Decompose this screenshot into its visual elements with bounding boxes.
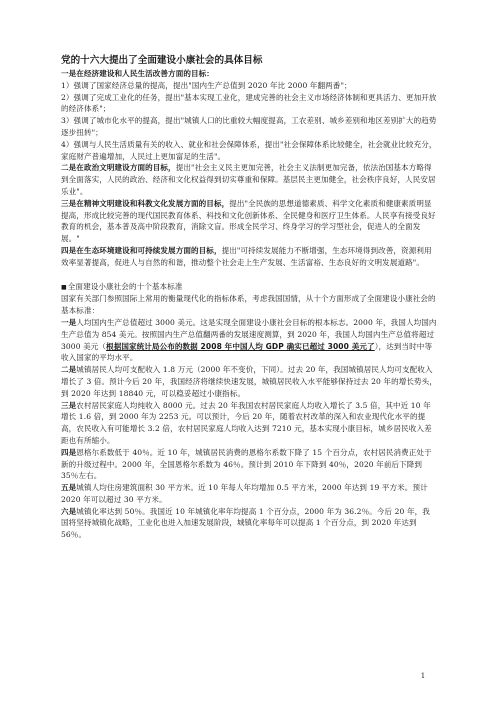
section4-heading: 四是在生态环境建设和可持续发展方面的目标， (61, 245, 222, 255)
indicators-heading: ■ 全面建设小康社会的十个基本标准 (61, 281, 437, 294)
section1-item-2: 2）强调了完成工业化的任务，提出"基本实现工业化，建成完善的社会主义市场经济体制和更具活力、更加开放的经济体系"； (61, 92, 437, 114)
spacer (61, 269, 437, 281)
section4-text: 提出"可持续发展能力不断增强，生态环境得到改善，资源利用效率显著提高，促进人与自然的和谐，推动整个社会走上生产发展、生活富裕、生态良好的文明发展道路"。 (61, 245, 432, 267)
section4-paragraph (61, 245, 437, 269)
document-title: 党的十六大提出了全面建设小康社会的具体目标 (61, 55, 263, 66)
section3-text: 提出"全民族的思想道德素质、科学文化素质和健康素质明显提高，形成比较完善的现代国民教育体系、科技和文化创新体系、全民健身和医疗卫生体系。人民享有接受良好教育的机会，基本普及高中阶段教育，消除文盲。形成全民学习、终身学习的学习型社会，促进人的全面发展。" (61, 198, 436, 244)
section3-paragraph (61, 198, 437, 245)
indicator-four-label: 四是 (61, 447, 77, 457)
document-page (61, 54, 437, 541)
section1-item-3: 3）强调了城市化水平的提高，提出"城镇人口的比重较大幅度提高，工农差别、城乡差别和地区差别扩大的趋势逐步扭转"； (61, 116, 437, 137)
indicator-one-highlight: 根据国家统计局公布的数据 2008 年中国人均 GDP 确实已超过 3000 美元了 (106, 341, 375, 351)
indicator-one-text-b: ），达到当时中等收入国家的平均水平。 (61, 341, 433, 363)
indicator-four-text: 恩格尔系数低于 40％。近 10 年，城镇居民消费的恩格尔系数下降了 15 个百分点，农村居民消费正处于新的升级过程中。2000 年，全国恩格尔系数为 46％。预计到 2010 年下降到 40％，2020 年前后下降到 35％左右。 (61, 447, 432, 481)
indicator-two (61, 364, 437, 399)
section2-heading: 二是在政治文明建设方面的目标， (61, 163, 176, 173)
indicator-one-text-a: 人均国内生产总值超过 3000 美元。这是实现全面建设小康社会目标的根本标志。2000 年，我国人均国内生产总值为 854 美元。按照国内生产总值翻两番的发展速度测算，到 2020 年，我国人均国内生产总值将超过 3000 美元（ (61, 317, 437, 351)
section1-heading: 一是在经济建设和人民生活改善方面的目标： (61, 69, 214, 78)
indicator-four (61, 447, 437, 482)
indicator-five-label: 五是 (61, 483, 77, 493)
indicator-five (61, 482, 437, 506)
page-number: 1 (420, 672, 426, 680)
indicator-six-text: 城镇化率达到 50％。我国近 10 年城镇化率年均提高 1 个百分点，2000 年为 36.2％。今后 20 年，我国将坚持城镇化战略，工业化也进入加速发展阶段，城镇化率每年可以提高 1 个百分点，到 2020 年达到 56％。 (61, 506, 430, 540)
indicator-six (61, 506, 437, 541)
indicator-three (61, 400, 437, 447)
page-footer (0, 672, 496, 680)
indicator-five-text: 城镇人均住房建筑面积 30 平方米。近 10 年每人年均增加 0.5 平方米，2000 年达到 19 平方米。预计 2020 年可以超过 30 平方米。 (61, 483, 428, 504)
indicator-two-text: 城镇居民人均可支配收入 1.8 万元（2000 年不变价，下同）。过去 20 年，我国城镇居民人均可支配收入增长了 3 倍。预计今后 20 年，我国经济将继续快速发展，城镇居民收入水平能够保持过去 20 年的增长势头，到 2020 年达到 18840 元，可以稳妥超过小康指标。 (61, 365, 437, 398)
section3-heading: 三是在精神文明建设和科教文化发展方面的目标， (61, 198, 230, 208)
indicator-one (61, 317, 437, 364)
indicator-three-label: 三是 (61, 400, 77, 410)
indicator-one-label: 一是 (61, 317, 77, 327)
indicator-six-label: 六是 (61, 506, 77, 516)
section2-paragraph (61, 162, 437, 197)
indicator-three-text: 农村居民家庭人均纯收入 8000 元。过去 20 年我国农村居民家庭人均收入增长了 3.5 倍，其中近 10 年增长 1.6 倍，到 2000 年为 2253 元。可以预计，今后 20 年，随着农村改革的深入和农业现代化水平的提高，农民收入有可能增长 3.2 倍，农村居民家庭人均收入达到 7210 元，基本实现小康目标，城乡居民收入差距也有所缩小。 (61, 400, 432, 445)
section1-item-1: 1）强调了国家经济总量的提高，提出"国内生产总值到 2020 年比 2000 年翻两番"； (61, 80, 352, 90)
indicators-intro: 国家有关部门参照国际上常用的衡量现代化的指标体系，考虑我国国情，从十个方面形成了全面建设小康社会的基本标准： (61, 294, 436, 316)
indicator-two-label: 二是 (61, 365, 77, 375)
section1-item-4: 4）强调与人民生活质量有关的收入、就业和社会保障体系，提出"社会保障体系比较健全，社会就业比较充分，家庭财产普遍增加，人民过上更加富足的生活"。 (61, 139, 437, 161)
section2-text: 提出"社会主义民主更加完善，社会主义法制更加完备，依法治国基本方略得到全面落实，人民的政治、经济和文化权益得到切实尊重和保障。基层民主更加健全，社会秩序良好，人民安居乐业"。 (61, 163, 436, 196)
